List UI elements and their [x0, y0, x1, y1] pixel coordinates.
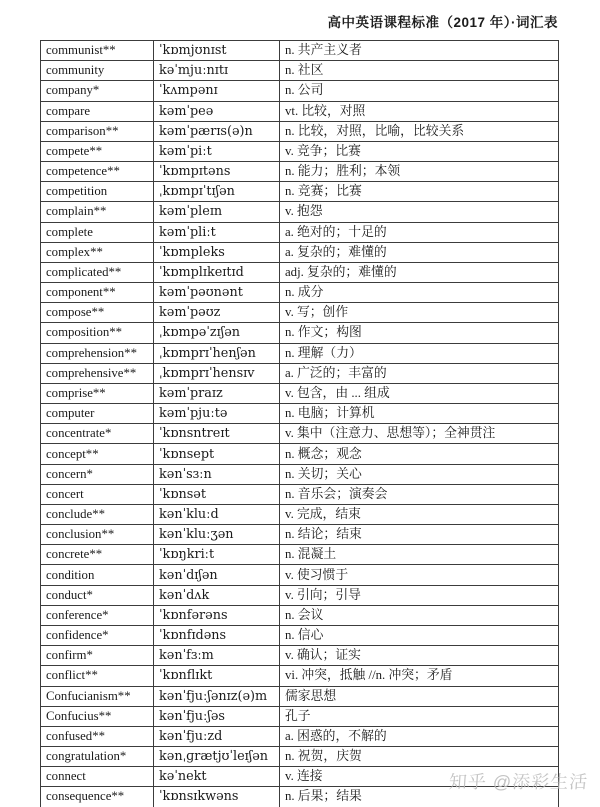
word-cell: comprise** [41, 383, 154, 403]
word-cell: conference* [41, 605, 154, 625]
meaning-cell: v. 集中（注意力、思想等）；全神贯注 [280, 424, 559, 444]
table-row [41, 646, 559, 666]
word-cell: connect [41, 767, 154, 787]
phonetic-cell: ˈkɒnsət [154, 484, 280, 504]
table-row [41, 565, 559, 585]
phonetic-cell: kəˈnekt [154, 767, 280, 787]
table-row [41, 262, 559, 282]
table-row [41, 444, 559, 464]
word-cell: comprehension** [41, 343, 154, 363]
word-cell: community [41, 61, 154, 81]
table-row [41, 383, 559, 403]
phonetic-cell: ˈkɒŋkriːt [154, 545, 280, 565]
table-row [41, 222, 559, 242]
word-cell: composition** [41, 323, 154, 343]
word-cell: concert [41, 484, 154, 504]
meaning-cell: n. 作文；构图 [280, 323, 559, 343]
table-row [41, 61, 559, 81]
table-row [41, 323, 559, 343]
table-row [41, 81, 559, 101]
word-cell: compare [41, 101, 154, 121]
table-row [41, 202, 559, 222]
phonetic-cell: kəmˈpærɪs(ə)n [154, 121, 280, 141]
word-cell: complain** [41, 202, 154, 222]
table-row [41, 666, 559, 686]
table-row [41, 545, 559, 565]
meaning-cell: adj. 复杂的；难懂的 [280, 262, 559, 282]
meaning-cell: v. 抱怨 [280, 202, 559, 222]
phonetic-cell: ˌkɒmprɪˈhenʃən [154, 343, 280, 363]
word-cell: conflict** [41, 666, 154, 686]
meaning-cell: v. 写；创作 [280, 303, 559, 323]
meaning-cell: v. 引向；引导 [280, 585, 559, 605]
meaning-cell: n. 竞赛；比赛 [280, 182, 559, 202]
table-row [41, 303, 559, 323]
phonetic-cell: ˌkɒmprɪˈhensɪv [154, 363, 280, 383]
phonetic-cell: ˈkɒnfɪdəns [154, 625, 280, 645]
meaning-cell: n. 音乐会；演奏会 [280, 484, 559, 504]
phonetic-cell: kəmˈpeə [154, 101, 280, 121]
table-row [41, 686, 559, 706]
phonetic-cell: kəˈmjuːnɪtɪ [154, 61, 280, 81]
meaning-cell: v. 竞争；比赛 [280, 141, 559, 161]
meaning-cell: n. 共产主义者 [280, 41, 559, 61]
word-cell: concern* [41, 464, 154, 484]
phonetic-cell: kənˈfɜːm [154, 646, 280, 666]
word-cell: comprehensive** [41, 363, 154, 383]
meaning-cell: v. 完成，结束 [280, 504, 559, 524]
word-cell: congratulation* [41, 747, 154, 767]
meaning-cell: n. 信心 [280, 625, 559, 645]
word-cell: company* [41, 81, 154, 101]
phonetic-cell: ˈkɒmpleks [154, 242, 280, 262]
phonetic-cell: ˈkɒmjʊnɪst [154, 41, 280, 61]
word-cell: Confucianism** [41, 686, 154, 706]
word-cell: confused** [41, 726, 154, 746]
phonetic-cell: kəmˈpleɪn [154, 202, 280, 222]
meaning-cell: vt. 比较，对照 [280, 101, 559, 121]
table-row [41, 747, 559, 767]
word-cell: compete** [41, 141, 154, 161]
word-cell: complicated** [41, 262, 154, 282]
word-cell: competence** [41, 162, 154, 182]
word-cell: confidence* [41, 625, 154, 645]
table-row [41, 484, 559, 504]
table-row [41, 625, 559, 645]
meaning-cell: 儒家思想 [280, 686, 559, 706]
table-row [41, 363, 559, 383]
meaning-cell: n. 比较，对照，比喻，比较关系 [280, 121, 559, 141]
phonetic-cell: kəmˈpəʊnənt [154, 283, 280, 303]
phonetic-cell: kənˈkluːʒən [154, 525, 280, 545]
word-cell: compose** [41, 303, 154, 323]
meaning-cell: n. 概念；观念 [280, 444, 559, 464]
word-cell: complete [41, 222, 154, 242]
phonetic-cell: kənˈfjuːʃəs [154, 706, 280, 726]
meaning-cell: n. 能力；胜利；本领 [280, 162, 559, 182]
meaning-cell: n. 祝贺，庆贺 [280, 747, 559, 767]
word-cell: conduct* [41, 585, 154, 605]
word-cell: communist** [41, 41, 154, 61]
meaning-cell: n. 理解（力） [280, 343, 559, 363]
meaning-cell: v. 确认；证实 [280, 646, 559, 666]
meaning-cell: n. 社区 [280, 61, 559, 81]
phonetic-cell: ˈkɒnfərəns [154, 605, 280, 625]
word-cell: Confucius** [41, 706, 154, 726]
table-row [41, 283, 559, 303]
meaning-cell: v. 使习惯于 [280, 565, 559, 585]
phonetic-cell: kənˈdʌk [154, 585, 280, 605]
phonetic-cell: ˈkɒmplɪkeɪtɪd [154, 262, 280, 282]
meaning-cell: vi. 冲突，抵触 //n. 冲突；矛盾 [280, 666, 559, 686]
word-cell: concrete** [41, 545, 154, 565]
table-row [41, 141, 559, 161]
table-row [41, 464, 559, 484]
phonetic-cell: kəmˈpiːt [154, 141, 280, 161]
zhihu-watermark: 知乎 @添彩生活 [448, 772, 589, 792]
phonetic-cell: kəmˈpraɪz [154, 383, 280, 403]
page-title: 高中英语课程标准（2017 年）·词汇表 [327, 15, 558, 30]
word-cell: conclude** [41, 504, 154, 524]
word-cell: competition [41, 182, 154, 202]
phonetic-cell: ˈkʌmpənɪ [154, 81, 280, 101]
table-row [41, 585, 559, 605]
phonetic-cell: ˌkɒmpɪˈtɪʃən [154, 182, 280, 202]
table-row [41, 182, 559, 202]
meaning-cell: n. 成分 [280, 283, 559, 303]
phonetic-cell: kənˈfjuːzd [154, 726, 280, 746]
word-cell: concept** [41, 444, 154, 464]
meaning-cell: a. 复杂的；难懂的 [280, 242, 559, 262]
meaning-cell: a. 困惑的，不解的 [280, 726, 559, 746]
word-cell: consequence** [41, 787, 154, 807]
word-cell: condition [41, 565, 154, 585]
phonetic-cell: kənˈkluːd [154, 504, 280, 524]
word-cell: confirm* [41, 646, 154, 666]
table-row [41, 242, 559, 262]
meaning-cell: n. 结论；结束 [280, 525, 559, 545]
word-cell: conclusion** [41, 525, 154, 545]
word-cell: computer [41, 404, 154, 424]
phonetic-cell: kəmˈpəʊz [154, 303, 280, 323]
phonetic-cell: ˌkɒmpəˈzɪʃən [154, 323, 280, 343]
table-row [41, 706, 559, 726]
table-row [41, 605, 559, 625]
table-row [41, 41, 559, 61]
table-row [41, 162, 559, 182]
word-cell: complex** [41, 242, 154, 262]
table-row [41, 726, 559, 746]
phonetic-cell: kənˈsɜːn [154, 464, 280, 484]
vocab-table-body [41, 41, 559, 807]
meaning-cell: n. 后果；结果 [280, 787, 559, 807]
table-row [41, 525, 559, 545]
table-row [41, 343, 559, 363]
table-row [41, 424, 559, 444]
phonetic-cell: ˈkɒnsept [154, 444, 280, 464]
meaning-cell: n. 混凝土 [280, 545, 559, 565]
phonetic-cell: kəmˈpjuːtə [154, 404, 280, 424]
meaning-cell: v. 包含，由 ... 组成 [280, 383, 559, 403]
meaning-cell: a. 绝对的；十足的 [280, 222, 559, 242]
phonetic-cell: kənˌɡrætjʊˈleɪʃən [154, 747, 280, 767]
meaning-cell: n. 关切；关心 [280, 464, 559, 484]
meaning-cell: v. 连接 [280, 767, 559, 787]
phonetic-cell: ˈkɒnsɪkwəns [154, 787, 280, 807]
vocab-table [40, 40, 559, 807]
word-cell: comparison** [41, 121, 154, 141]
meaning-cell: n. 公司 [280, 81, 559, 101]
phonetic-cell: ˈkɒnflɪkt [154, 666, 280, 686]
meaning-cell: n. 电脑；计算机 [280, 404, 559, 424]
word-cell: component** [41, 283, 154, 303]
meaning-cell: a. 广泛的；丰富的 [280, 363, 559, 383]
phonetic-cell: kəmˈpliːt [154, 222, 280, 242]
table-row [41, 121, 559, 141]
word-cell: concentrate* [41, 424, 154, 444]
table-row [41, 101, 559, 121]
table-row [41, 404, 559, 424]
meaning-cell: n. 会议 [280, 605, 559, 625]
phonetic-cell: ˈkɒnsntreɪt [154, 424, 280, 444]
phonetic-cell: kənˈfjuːʃənɪz(ə)m [154, 686, 280, 706]
phonetic-cell: kənˈdɪʃən [154, 565, 280, 585]
meaning-cell: 孔子 [280, 706, 559, 726]
phonetic-cell: ˈkɒmpɪtəns [154, 162, 280, 182]
table-row [41, 504, 559, 524]
